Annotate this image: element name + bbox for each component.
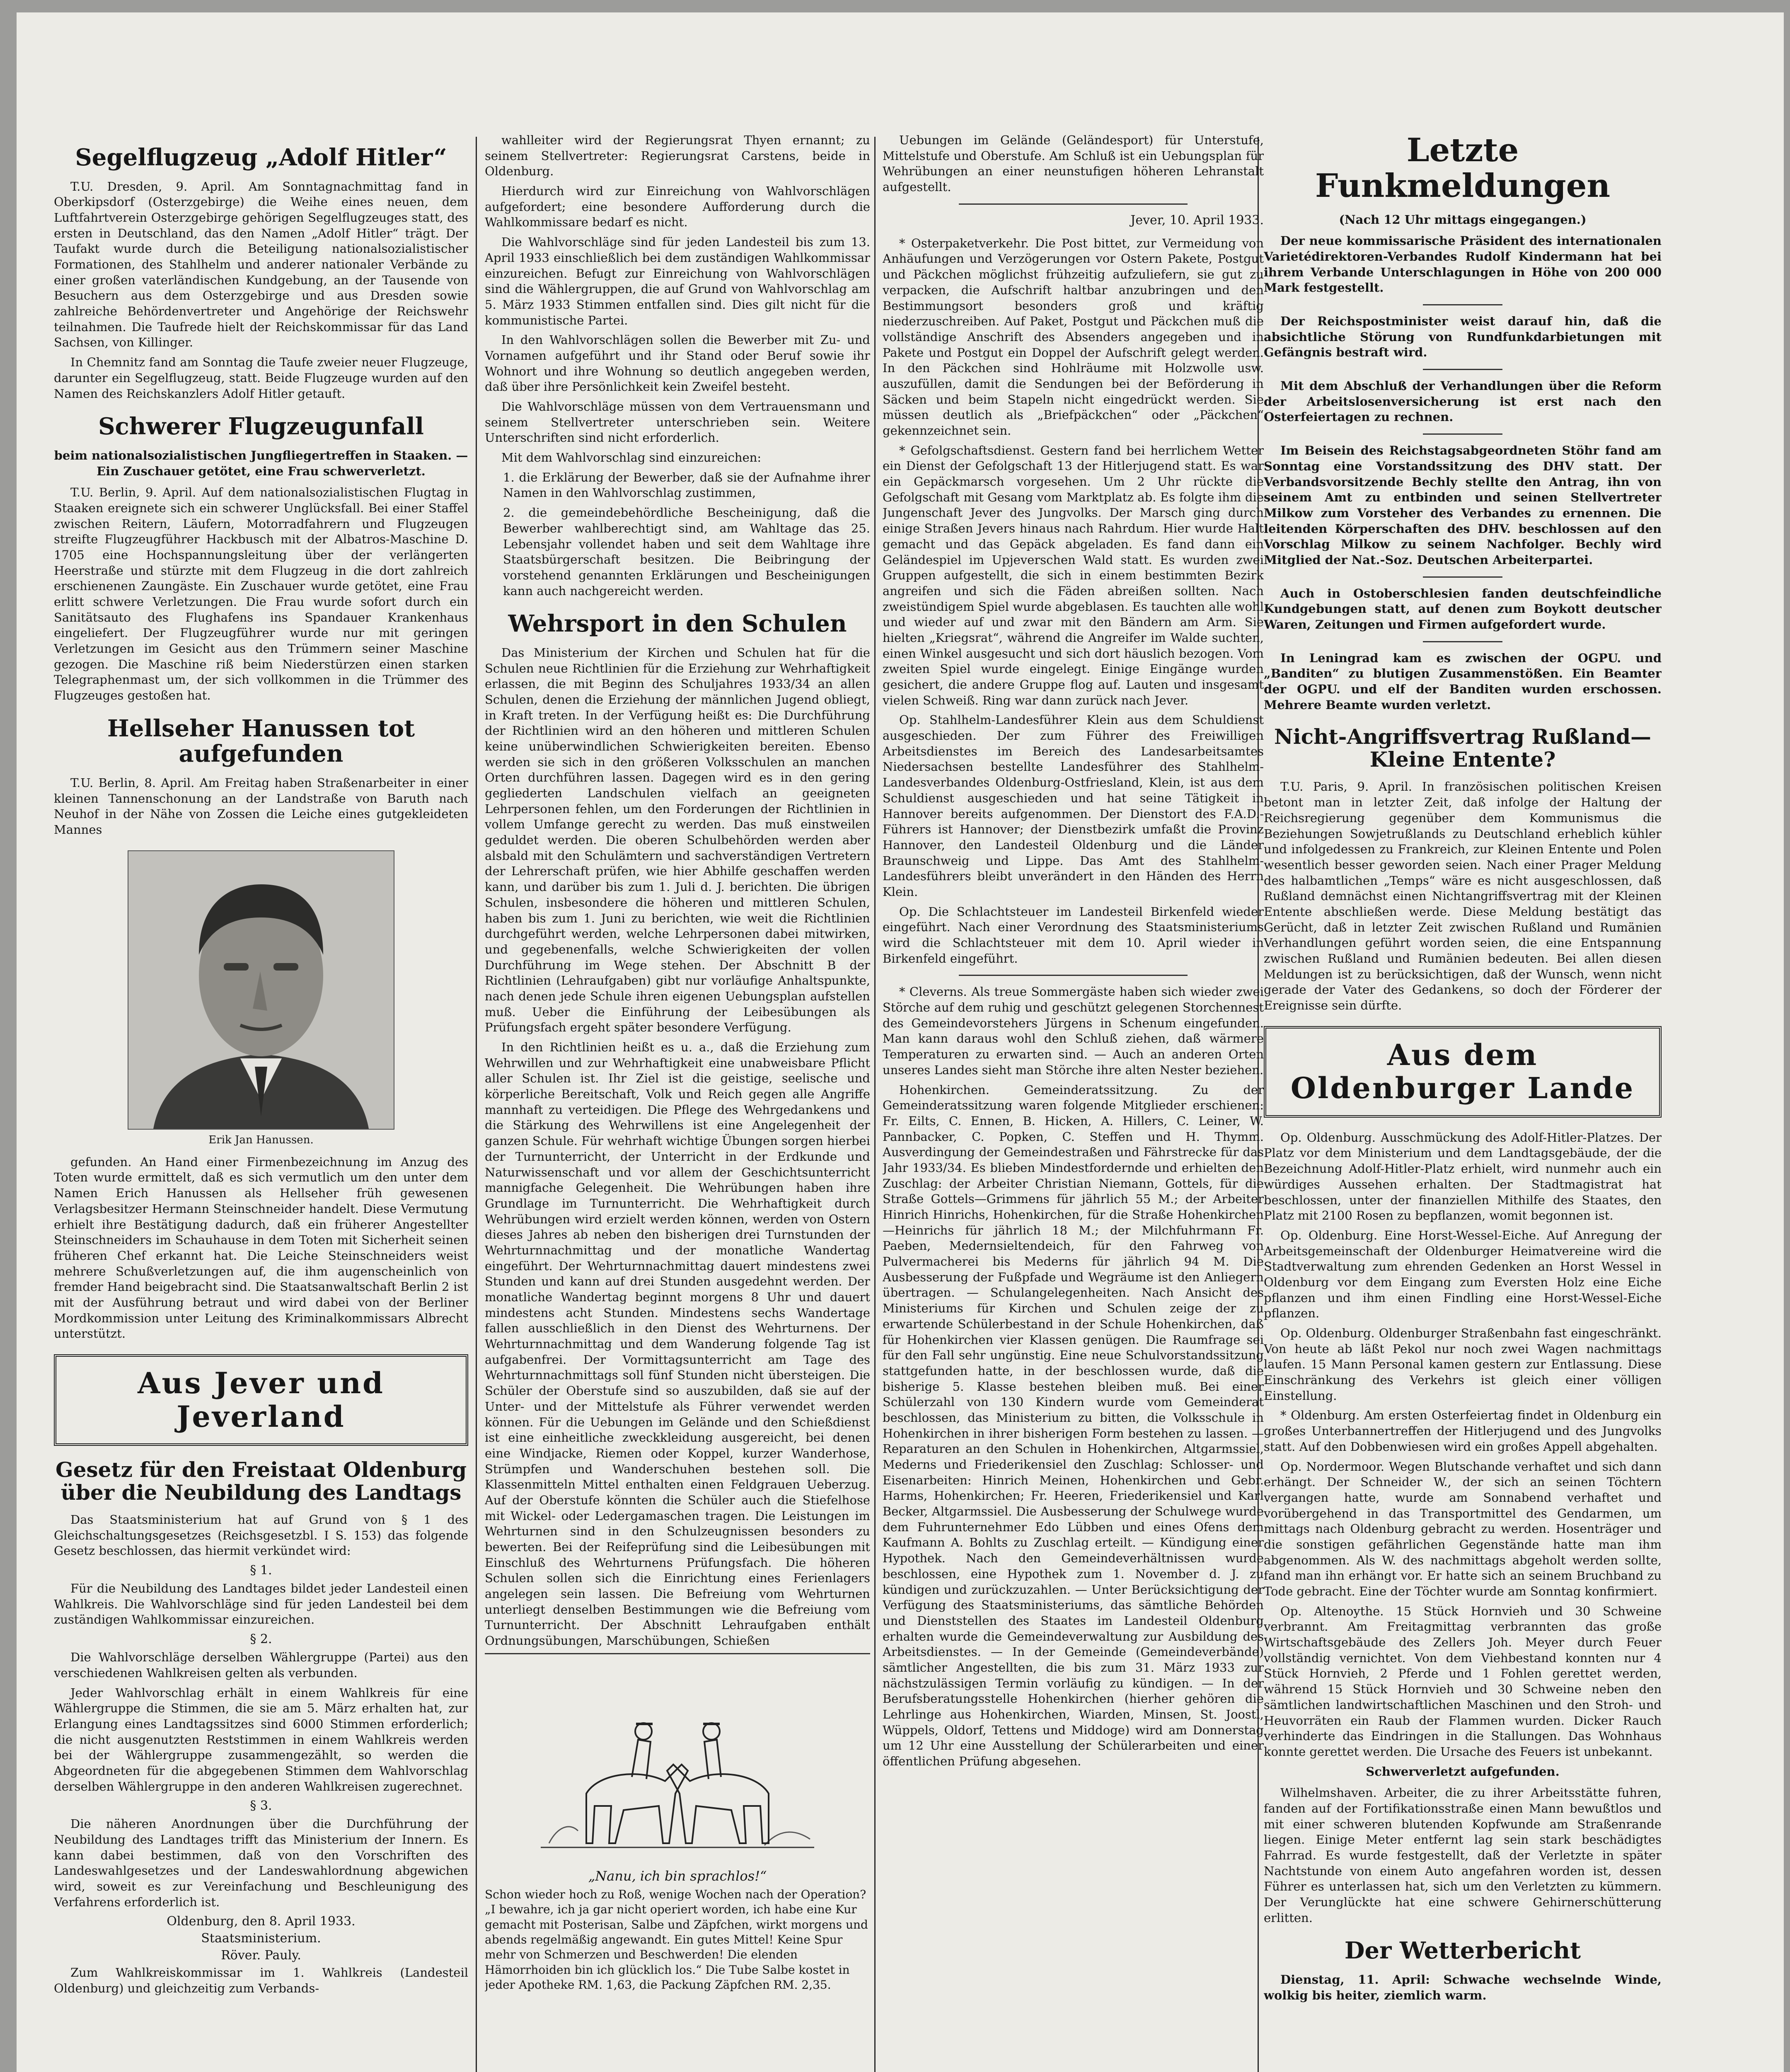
news-item: Hohenkirchen. Gemeinderatssitzung. Zu der Gemeinderatssitzung waren folgende Mitglieder erschienen: Fr. Eilts, C. Ennen, B. Hicken, A. Hillers, C. Leiner, W. Pannbacker, C. Popken, C. Steffen und H. Thymm. Ausverdingung der Gemeindestraßen und Fährstrecke für das Jahr 1933/34. Es blieben Mindestfordernde und erhielten den Zuschlag: der Arbeiter Christian Niemann, Gottels, für die Straße Gottels—Grimmens für jährlich 55 M.; der Arbeiter Hinrich Hinrichs, Hohenkirchen, für die Straße Hohenkirchen—Heinrichs für jährlich 18 M.; der Milchfuhrmann Fr. Paeben, Medernsieltendeich, für den Fahrweg von Pulvermacherei bis Mederns für jährlich 94 M. Die Ausbesserung der Fußpfade und Wegräume ist den Anliegern übertragen. — Schulangelegenheiten. Nach Ansicht des Ministeriums für Kirchen und Schulen zeige der zu erwartende Schülerbestand in der Schule Hohenkirchen, daß für Hohenkirchen vier Klassen genügen. Die Raumfrage sei für den Fall sehr ungünstig. Eine neue Schulvorstandssitzung stattgefunden hatte, in der beschlossen wurde, daß die bisherige 5. Klasse bestehen bleiben muß. Bei einer Schülerzahl von 130 Kindern wurde vom Gemeinderat beschlossen, das Ministerium zu bitten, die Volksschule in Hohenkirchen in ihrer bisherigen Form bestehen zu lassen. — Reparaturen an den Schulen in Hohenkirchen, Altgarmssiel, Mederns und Friederikensiel den Zuschlag: Schlosser- und Eisenarbeiten: Hinrich Meinen, Hohenkirchen und Gebr. Harms, Hohenkirchen; Fr. Heeren, Friederikensiel und Karl Becker, Altgarmssiel. Die Ausbesserung der Schulwege wurde dem Fuhrunternehmer Edo Lübben und eines Ofens dem Kaufmann A. Bohlts zu Zuschlag erteilt. — Kündigung einer Hypothek. Nach den Gemeindeverhältnissen wurde beschlossen, eine Hypothek zum 1. November d. J. zu kündigen und zurückzuzahlen. — Unter Berücksichtigung der Verfügung des Staatsministeriums, das sämtliche Behörden und Dienststellen des Staates im Landesteil Oldenburg erhalten wurde die Gemeindeverwaltung zur Ausbildung des Arbeitsdienstes. — In der Gemeinde (Gemeindeverbände) sämtlicher Angestellten, die bis zum 31. März 1933 zur nächstzulässigen Termin vorläufig zu kündigen. — In der Berufsberatungsstelle Hohenkirchen (hierher gehören die Lehrlinge aus Hohenkirchen, Wiarden, Minsen, St. Joostl, Wüppels, Oldorf, Tettens und Middoge) wird am Donnerstag um 12 Uhr eine Ausstellung der Schülerarbeiten und einer öffentlichen Prüfung abgesehen. xyxy=(883,1082,1264,1769)
column-rule xyxy=(874,137,876,2072)
news-item: * Oldenburg. Am ersten Osterfeiertag findet in Oldenburg ein großes Unterbannertreffen der Hitlerjugend und des Jungvolks statt. Auf den Dobbenwiesen wird ein großes Appell abgehalten. xyxy=(1264,1408,1662,1454)
article-paragraph: In Chemnitz fand am Sonntag die Taufe zweier neuer Flugzeuge, darunter ein Segelflugzeug, statt. Beide Flugzeuge wurden auf den Namen des Reichskanzlers Adolf Hitler getauft. xyxy=(54,355,468,401)
article-paragraph: T.U. Berlin, 9. April. Auf dem nationalsozialistischen Flugtag in Staaken ereignete sich ein schwerer Unglücksfall. Bei einer Staffel zwischen Reitern, Läufern, Motorradfahrern und Flugzeugen streifte Flugzeugführer Hackbusch mit der Albatros-Maschine D. 1705 eine Hochspannungsleitung über der verlängerten Heerstraße und stürzte mit dem Flugzeug in die dort zahlreich erschienenen Zaungäste. Ein Zuschauer wurde getötet, eine Frau erlitt schwere Verletzungen. Die Frau wurde sofort durch ein Sanitätsauto des Flughafens ins Spandauer Krankenhaus eingeliefert. Der Flugzeugführer wurde nur mit geringen Verletzungen im Gesicht aus den Trümmern seiner Maschine gezogen. Die Maschine riß beim Niederstürzen einen starken Telegraphenmast um, der sich vollkommen in die Trümmer des Flugzeuges gestoßen hat. xyxy=(54,485,468,703)
headline-segelflugzeug: Segelflugzeug „Adolf Hitler“ xyxy=(75,144,447,171)
list-item: 1. die Erklärung der Bewerber, daß sie der Aufnahme ihrer Namen in den Wahlvorschlag zustimmen, xyxy=(503,470,870,500)
divider xyxy=(1423,641,1502,642)
requirements-list xyxy=(485,470,870,599)
article-paragraph: Die näheren Anordnungen über die Durchführung der Neubildung des Landtages trifft das Ministerium der Innern. Es kann dabei bestimmen, daß von den Vorschriften des Landeswahlgesetzes und der Landeswahlordnung abgewichen wird, soweit es zur Vereinfachung und Beschleunigung des Verfahrens erforderlich ist. xyxy=(54,1817,468,1909)
signature-names: Röver. Pauly. xyxy=(221,1948,301,1963)
portrait-illustration xyxy=(128,851,394,1129)
list-item: 2. die gemeindebehördliche Bescheinigung, daß die Bewerber wahlberechtigt sind, am Wahltage das 25. Lebensjahr vollendet haben und seit dem Wahltage ihre Staatsbürgerschaft besitzen. Die Beibringung der vorstehend genannten Erklärungen und Bescheinigungen kann auch nachgereicht werden. xyxy=(503,506,870,598)
article-paragraph: Zum Wahlkreiskommissar im 1. Wahlkreis (Landesteil Oldenburg) und gleichzeitig zum Verbands- xyxy=(54,1965,468,1996)
column-3 xyxy=(883,133,1264,2072)
article-paragraph: Für die Neubildung des Landtages bildet jeder Landesteil einen Wahlkreis. Die Wahlvorschläge sind für jeden Landesteil bei dem zuständigen Wahlkommissar einzureichen. xyxy=(54,1581,468,1627)
advertisement-posterisan xyxy=(485,1653,870,1993)
news-item: Op. Oldenburg. Eine Horst-Wessel-Eiche. Auf Anregung der Arbeitsgemeinschaft der Oldenburger Heimatvereine wird die Stadtverwaltung zum ehrenden Gedenken an Horst Wessel in Oldenburg vor dem Eingang zum Eversten Holz eine Eiche pflanzen und ihm einen Findling eine Horst-Wessel-Eiche pflanzen. xyxy=(1264,1228,1662,1321)
column-rule xyxy=(476,137,477,2072)
divider xyxy=(1423,369,1502,370)
news-item: Op. Nordermoor. Wegen Blutschande verhaftet und sich dann erhängt. Der Schneider W., der sich an seinen Töchtern vergangen hatte, wurde am Sonnabend verhaftet und vorübergehend in das Transportmittel des Gendarmen, um mittags nach Oldenburg gebracht zu werden. Hosenträger und die sonstigen gefährlichen Gegenstände hatte man ihm abgenommen. Als W. des nachmittags abgeholt werden sollte, fand man ihn erhängt vor. Er hatte sich an seinem Bruchband zu Tode gebracht. Eine der Töchter wurde am Sonntag konfirmiert. xyxy=(1264,1459,1662,1599)
headline-nichtangriffsvertrag: Nicht-Angriffsvertrag Rußland—Kleine Entente? xyxy=(1274,724,1651,772)
news-item: In Leningrad kam es zwischen der OGPU. und „Banditen“ zu blutigen Zusammenstößen. Ein Beamter der OGPU. und elf der Banditen wurden erschossen. Mehrere Beamte wurden verletzt. xyxy=(1264,651,1662,712)
headline-gesetz: Gesetz für den Freistaat Oldenburg über die Neubildung des Landtags xyxy=(55,1457,467,1505)
newspaper-page xyxy=(17,12,1784,2072)
article-paragraph: Die Wahlvorschläge müssen von dem Vertrauensmann und seinem Stellvertreter unterschrieben sein. Weitere Unterschriften sind nicht erforderlich. xyxy=(485,399,870,445)
article-paragraph: T.U. Dresden, 9. April. Am Sonntagnachmittag fand in Oberkipsdorf (Osterzgebirge) die Weihe eines neuen, dem Luftfahrtverein Osterzgebirge gehörigen Segelflugzeuges statt, des ersten in Deutschland, das den Namen „Adolf Hitler“ trägt. Der Taufakt wurde durch die Beteiligung nationalsozialistischer Formationen, des Stahlhelm und anderer nationaler Verbände zu einer großen vaterländischen Kundgebung, an der Tausende von Besuchern aus dem Osterzgebirge und aus Dresden sowie zahlreiche Behördenvertreter und Angehörige der Reichswehr teilnahmen. Die Taufrede hielt der Reichskommissar für das Land Sachsen, von Killinger. xyxy=(54,179,468,350)
article-paragraph: Hierdurch wird zur Einreichung von Wahlvorschlägen aufgefordert; eine besondere Aufforderung durch die Wahlkommissare bedarf es nicht. xyxy=(485,184,870,230)
dateline: Oldenburg, den 8. April 1933. xyxy=(167,1914,356,1929)
headline-wehrsport: Wehrsport in den Schulen xyxy=(508,610,847,638)
section-banner-jever: Aus Jever und Jeverland xyxy=(54,1354,468,1446)
article-paragraph: Mit dem Wahlvorschlag sind einzureichen: xyxy=(501,450,762,465)
news-item: * Cleverns. Als treue Sommergäste haben sich wieder zwei Störche auf dem ruhig und geschützt gelegenen Storchennest des Gemeindevorstehers Jürgens in Schenum eingefunden. Man kann daraus wohl den Schluß ziehen, daß wärmere Temperaturen zu erwarten sind. — Auch an anderen Orten unseres Landes sieht man Störche ihre alten Nester beziehen. xyxy=(883,985,1264,1077)
divider xyxy=(1423,304,1502,305)
news-item: Op. Altenoythe. 15 Stück Hornvieh und 30 Schweine verbrannt. Am Freitagmittag verbrannten das große Wirtschaftsgebäude des Zellers Joh. Meyer durch Feuer vollständig vernichtet. Von dem Viehbestand konnten nur 4 Stück Hornvieh, 2 Pferde und 1 Fohlen gerettet werden, während 15 Stück Hornvieh und 30 Schweine neben den sämtlichen landwirtschaftlichen Maschinen und den Stroh- und Heuvorräten ein Raub der Flammen wurden. Dicker Rauch verhinderte das Eindringen in die Stallungen. Das Wohnhaus konnte gerettet werden. Die Ursache des Feuers ist unbekannt. xyxy=(1264,1604,1662,1759)
column-1 xyxy=(54,133,468,2072)
article-paragraph: T.U. Paris, 9. April. In französischen politischen Kreisen betont man in letzter Zeit, daß infolge der Haltung der Reichsregierung gegenüber dem Kommunismus die Beziehungen Sowjetrußlands zu Deutschland erheblich kühler und infolgedessen zu Frankreich, zur Kleinen Entente und Polen wesentlich besser geworden seien. Nach einer Prager Meldung des halbamtlichen „Temps“ wäre es nicht ausgeschlossen, daß Rußland demnächst einen Nichtangriffsvertrag mit der Kleinen Entente abschließen werde. Diese Meldung bestätigt das Gerücht, daß in letzter Zeit zwischen Rußland und Rumänien Verhandlungen geführt worden seien, die eine Entspannung zwischen Rußland und Rumänien bedeuten. Bei allen diesen Meldungen ist zu berücksichtigen, daß der Wunsch, wenn nicht gerade der Vater des Gedankens, so doch der Förderer der Ereignisse sein dürfte. xyxy=(1264,779,1662,1013)
article-paragraph: gefunden. An Hand einer Firmenbezeichnung im Anzug des Toten wurde ermittelt, daß es sich vermutlich um den unter dem Namen Erich Hanussen als Hellseher früh gewesenen Verlagsbesitzer Hermann Steinschneider handelt. Diese Vermutung erhielt ihre Bestätigung dadurch, daß ein früherer Angestellter Steinschneiders im Schauhause in dem Toten mit Sicherheit seinen früheren Chef erkannt hat. Die Leiche Steinschneiders weist mehrere Schußverletzungen auf, die ihm augenscheinlich von fremder Hand beigebracht sind. Die Staatsanwaltschaft Berlin 2 ist mit der Ausführung betraut und wird dabei von der Berliner Mordkommission unter Leitung des Kriminalkommissars Albrecht unterstützt. xyxy=(54,1155,468,1341)
divider xyxy=(959,203,1188,205)
subheadline-schwerverletzt: Schwerverletzt aufgefunden. xyxy=(1366,1764,1560,1779)
news-item: Mit dem Abschluß der Verhandlungen über die Reform der Arbeitslosenversicherung ist erst nach den Osterfeiertagen zu rechnen. xyxy=(1264,379,1662,424)
divider xyxy=(1423,576,1502,578)
photo-caption: Erik Jan Hanussen. xyxy=(208,1133,314,1146)
article-paragraph: In den Richtlinien heißt es u. a., daß die Erziehung zum Wehrwillen und zur Wehrhaftigkeit eine unabweisbare Pflicht aller Schulen ist. Ihr Ziel ist die geistige, seelische und körperliche Bereitschaft, Volk und Reich gegen alle Angriffe mannhaft zu verteidigen. Die Pflege des Wehrgedankens und die Stärkung des Wehrwillens ist eine Angelegenheit der ganzen Schule. Für wehrhaft wichtige Übungen sorgen hierbei der Turnunterricht, der Unterricht in der Erdkunde und Naturwissenschaft und vor allem der Geschichtsunterricht mannigfache Gelegenheit. Die Wehrübungen haben ihre Grundlage im Turnunterricht. Die Wehrhaftigkeit durch Wehrübungen wird erzielt werden können, werden von Ostern dieses Jahres ab neben den bisherigen drei Turnstunden der Wehrturnnachmittag und der monatliche Wandertag eingeführt. Der Wehrturnnachmittag dauert mindestens zwei Stunden und kann auf drei Stunden ausgedehnt werden. Der monatliche Wandertag beginnt morgens 8 Uhr und dauert mindestens acht Stunden. Mindestens sechs Wandertage fallen ausschließlich in den Dienst des Wehrturnens. Der Wehrturnnachmittag und dem Wanderung folgende Tag ist aufgabenfrei. Der Vormittagsunterricht am Tage des Wehrturnnachmittags soll fünf Stunden nicht übersteigen. Die Schüler der Oberstufe sind so auszubilden, daß sie auf der Unter- und der Mittelstufe als Führer verwendet werden können. Für die Uebungen im Gelände und den Schießdienst ist eine einheitliche zweckkleidung ausgereicht, bei denen eine Windjacke, Riemen oder Koppel, kurzer Wanderhose, Strümpfen und Wanderschuhen bestehen soll. Die Klassenmitteln Mittel enthalten einen Feldgrauen Ueberzug. Auf der Oberstufe könnten die Schüler auch die Stiefelhose mit Wickel- oder Ledergamaschen tragen. Die Leistungen im Wehrturnen sind in den Schulzeugnissen besonders zu bewerten. Bei der Reifeprüfung sind die Leibesübungen mit Einschluß des Wehrturnens Prüfungsfach. Die höheren Schulen sollen sich die Einrichtung eines Ferienlagers angelegen sein lassen. Die Befreiung vom Wehrturnen unterliegt denselben Bestimmungen wie die Befreiung vom Turnunterricht. Der Abschnitt Lehraufgaben enthält Ordnungsübungen, Marschübungen, Schießen xyxy=(485,1040,870,1648)
news-item: Der neue kommissarische Präsident des internationalen Varietédirektoren-Verbandes Rudolf Kindermann hat bei ihrem Verbande Unterschlagungen in Höhe von 200 000 Mark festgestellt. xyxy=(1264,234,1662,295)
article-paragraph: wahlleiter wird der Regierungsrat Thyen ernannt; zu seinem Stellvertreter: Regierungsrat Carstens, beide in Oldenburg. xyxy=(485,133,870,179)
news-item: Der Reichspostminister weist darauf hin, daß die absichtliche Störung von Rundfunkdarbietungen mit Gefängnis bestraft wird. xyxy=(1264,314,1662,360)
divider xyxy=(959,975,1188,976)
article-paragraph: In den Wahlvorschlägen sollen die Bewerber mit Zu- und Vornamen aufgeführt und ihr Stand oder Beruf sowie ihr Wohnort und ihre Wohnung so deutlich angegeben werden, daß über ihre Persönlichkeit kein Zweifel besteht. xyxy=(485,333,870,394)
column-2 xyxy=(485,133,870,2072)
news-item: * Osterpaketverkehr. Die Post bittet, zur Vermeidung von Anhäufungen und Verzögerungen vor Ostern Pakete, Postgut und Päckchen möglichst frühzeitig aufzuliefern, sie gut zu verpacken, die Aufschrift haltbar anzubringen und den Bestimmungsort besonders groß und kräftig niederzuschreiben. Auf Paket, Postgut und Päckchen muß die vollständige Anschrift des Absenders angegeben und in Pakete und Postgut ein Doppel der Aufschrift gelegt werden. In den Päckchen sind Hohlräume mit Holzwolle usw. auszufüllen, damit die Sendungen bei der Beförderung in Säcken und beim Stapeln nicht eingedrückt werden. Sie müssen deutlich als „Briefpäckchen“ oder „Päckchen“ gekennzeichnet sein. xyxy=(883,236,1264,438)
news-item: Wilhelmshaven. Arbeiter, die zu ihrer Arbeitsstätte fuhren, fanden auf der Fortifikationsstraße einen Mann bewußtlos und mit einer schweren blutenden Kopfwunde am Straßenrande liegen. Einige Meter entfernt lag sein stark beschädigtes Fahrrad. Es wurde festgestellt, daß der Verletzte in später Nachtstunde von einem Auto angefahren worden ist, dessen Führer es unterlassen hat, sich um den Verletzten zu kümmern. Der Verunglückte hat eine schwere Gehirnerschütterung erlitten. xyxy=(1264,1786,1662,1925)
article-paragraph: Das Staatsministerium hat auf Grund von § 1 des Gleichschaltungsgesetzes (Reichsgesetzbl. I S. 153) das folgende Gesetz beschlossen, das hiermit verkündet wird: xyxy=(54,1513,468,1558)
subheadline-funkmeldungen: (Nach 12 Uhr mittags eingegangen.) xyxy=(1339,212,1587,227)
news-item: Op. Oldenburg. Oldenburger Straßenbahn fast eingeschränkt. Von heute ab läßt Pekol nur noch zwei Wagen nachmittags laufen. 15 Mann Personal kamen gestern zur Entlassung. Diese Einschränkung des Verkehrs ist gleich einer völligen Einstellung. xyxy=(1264,1326,1662,1403)
article-paragraph: Die Wahlvorschläge sind für jeden Landesteil bis zum 13. April 1933 einschließlich bei dem zuständigen Wahlkommissar einzureichen. Befugt zur Einreichung von Wahlvorschlägen sind die Wählergruppen, die auf Grund von Wahlvorschlag am 5. März 1933 Stimmen entfallen sind. Dies gilt nicht für die kommunistische Partei. xyxy=(485,235,870,327)
news-item: Op. Die Schlachtsteuer im Landesteil Birkenfeld wieder eingeführt. Nach einer Verordnung des Staatsministeriums wird die Schlachtsteuer mit dem 10. April wieder in Birkenfeld eingeführt. xyxy=(883,904,1264,966)
paragraph-marker: § 2. xyxy=(250,1632,272,1647)
weather-report: Dienstag, 11. April: Schwache wechselnde Winde, wolkig bis heiter, ziemlich warm. xyxy=(1264,1973,1662,2002)
article-paragraph: Das Ministerium der Kirchen und Schulen hat für die Schulen neue Richtlinien für die Erziehung zur Wehrhaftigkeit erlassen, die mit Beginn des Schuljahres 1933/34 an allen Schulen, denen die Erziehung der männlichen Jugend obliegt, in Kraft treten. In der Verfügung heißt es: Die Durchführung der Richtlinien wird an den höheren und mittleren Schulen keine unüberwindlichen Schwierigkeiten bereiten. Ebenso werden sie sich in den größeren Volksschulen an manchen Orten durchführen lassen. Dagegen wird es in den gering gegliederten Landschulen vielfach an geeigneten Lehrpersonen fehlen, um den Forderungen der Richtlinien in vollem Umfange gerecht zu werden. Das muß einstweilen geduldet werden. Die oberen Schulbehörden werden aber alsbald mit den Schulämtern und sachverständigen Vertretern der Lehrerschaft prüfen, wie hier Abhilfe geschaffen werden kann, und darüber bis zum 1. Juli d. J. berichten. Die übrigen Schulen, insbesondere die höheren und mittleren Schulen, haben bis zum 1. Juni zu berichten, wie weit die Richtlinien durchgeführt werden, welche Lehrpersonen dabei mitwirken, und gegebenenfalls, welche Schwierigkeiten der vollen Durchführung im Wege stehen. Der Abschnitt B der Richtlinien (Lehraufgaben) gibt nur vorläufige Anhaltspunkte, nach denen jede Schule ihren eigenen Uebungsplan aufstellen muß. Ueber die Einführung der Leibesübungen als Prüfungsfach ergeht später besondere Verfügung. xyxy=(485,645,870,1035)
riders-illustration xyxy=(532,1669,822,1864)
signature-ministry: Staatsministerium. xyxy=(201,1931,321,1946)
cartoon-caption: „Nanu, ich bin sprachlos!“ xyxy=(588,1868,767,1884)
advertisement-text: Schon wieder hoch zu Roß, wenige Wochen nach der Operation? „I bewahre, ich ja gar nicht operiert worden, ich habe eine Kur gemacht mit Posterisan, Salbe und Zäpfchen, wirkt morgens und abends regelmäßig angewandt. Ein gutes Mittel! Keine Spur mehr von Schmerzen und Beschwerden! Die elenden Hämorrhoiden bin ich glücklich los.“ Die Tube Salbe kostet in jeder Apotheke RM. 1,63, die Packung Zäpfchen RM. 2,35. xyxy=(485,1887,868,1992)
news-item: * Gefolgschaftsdienst. Gestern fand bei herrlichem Wetter ein Dienst der Gefolgschaft 13 der Hitlerjugend statt. Es war ein Gepäckmarsch vorgesehen. Um 2 Uhr rückte die Gefolgschaft mit Gesang vom Marktplatz ab. Es folgte ihm die Jungenschaft Jever des Jungvolks. Der Marsch ging durch einige Straßen Jevers hinaus nach Rahrdum. Hier wurde Halt gemacht und das Gepäck abgeladen. Es fand dann ein Geländespiel im Upjeverschen Wald statt. Es wurden zwei Gruppen aufgestellt, die sich in einem bestimmten Bezirk angreifen und sich die Fäden abreißen sollten. Nach zweistündigem Spiel wurde abgeblasen. Es tauchten alle wohl und wieder auf und zwar mit den Bändern am Arm. Sie hielten „Kriegsrat“, während die Angreifer im Walde suchten, einen Winkel ausgesucht und sich dort häuslich bezogen. Vom zweiten Spiel wurde eingelegt. Einige Eingänge wurden gesichert, die andere Gruppe flog auf. Lauten und insgesamt vielen Schweiß. Ring war dann zurück nach Jever. xyxy=(883,443,1264,707)
subheadline-flugzeugunfall: beim nationalsozialistischen Jungfliegertreffen in Staaken. — Ein Zuschauer getötet, eine Frau schwerverletzt. xyxy=(54,448,468,478)
cartoon-horse-riders xyxy=(532,1669,822,1864)
paragraph-marker: § 1. xyxy=(250,1563,272,1578)
paragraph-marker: § 3. xyxy=(250,1798,272,1813)
section-banner-oldenburg: Aus dem Oldenburger Lande xyxy=(1264,1026,1662,1118)
divider xyxy=(1423,433,1502,435)
dateline-jever: Jever, 10. April 1933. xyxy=(1130,213,1264,228)
news-item: Auch in Ostoberschlesien fanden deutschfeindliche Kundgebungen statt, auf denen zum Boykott deutscher Waren, Zeitungen und Firmen aufgefordert wurde. xyxy=(1264,586,1662,632)
headline-hanussen: Hellseher Hanussen tot aufgefunden xyxy=(107,714,415,768)
headline-wetterbericht: Der Wetterbericht xyxy=(1344,1937,1581,1965)
news-item: Op. Stahlhelm-Landesführer Klein aus dem Schuldienst ausgeschieden. Der zum Führer des Freiwilligen Arbeitsdienstes im Bereich des Landesarbeitsamtes Niedersachsen bestellte Landesführer des Stahlhelm-Landesverbandes Oldenburg-Ostfriesland, Klein, ist aus dem Schuldienst ausgeschieden und hat seine Tätigkeit in Hannover bereits aufgenommen. Der Dienstort des F.A.D.-Führers ist Hannover; der Dienstbezirk umfaßt die Provinz Hannover, den Landesteil Oldenburg und die Länder Braunschweig und Lippe. Das Amt des Stahlhelm-Landesführers bleibt unverändert in den Händen des Herrn Klein. xyxy=(883,713,1264,899)
news-item: Op. Oldenburg. Ausschmückung des Adolf-Hitler-Platzes. Der Platz vor dem Ministerium und dem Landtagsgebäude, der die Bezeichnung Adolf-Hitler-Platz erhielt, wird nunmehr auch ein würdiges Aussehen erhalten. Der Stadtmagistrat hat beschlossen, unter der finanziellen Mithilfe des Staates, den Platz mit 2100 Rosen zu bepflanzen, womit begonnen ist. xyxy=(1264,1130,1662,1223)
article-paragraph: Uebungen im Gelände (Geländesport) für Unterstufe, Mittelstufe und Oberstufe. Am Schluß ist ein Uebungsplan für Wehrübungen an einer neunstufigen höheren Lehranstalt aufgestellt. xyxy=(883,133,1264,194)
news-item: Im Beisein des Reichstagsabgeordneten Stöhr fand am Sonntag eine Vorstandssitzung des DHV statt. Der Verbandsvorsitzende Bechly stellte den Antrag, ihn von seinem Amt zu entbinden und seinen Stellvertreter Milkow zum Vorsteher des Verbandes zu ernennen. Die leitenden Körperschaften des DHV. beschlossen auf den Vorschlag Milkow zu seinem Nachfolger. Bechly wird Mitglied der Nat.-Soz. Deutschen Arbeiterpartei. xyxy=(1264,443,1662,567)
headline-funkmeldungen: Letzte Funkmeldungen xyxy=(1315,133,1611,205)
article-paragraph: T.U. Berlin, 8. April. Am Freitag haben Straßenarbeiter in einer kleinen Tannenschonung an der Landstraße von Baruth nach Neuhof in der Nähe von Zossen die Leiche eines gutgekleideten Mannes xyxy=(54,776,468,837)
article-paragraph: Die Wahlvorschläge derselben Wählergruppe (Partei) aus den verschiedenen Wahlkreisen gelten als verbunden. xyxy=(54,1650,468,1680)
portrait-photo-hanussen xyxy=(128,850,394,1130)
article-paragraph: Jeder Wahlvorschlag erhält in einem Wahlkreis für eine Wählergruppe die Stimmen, die sie am 5. März erhalten hat, zur Erlangung eines Landtagssitzes sind 6000 Stimmen erforderlich; die nicht ausgenutzten Reststimmen in einem Wahlkreis werden bei der Wählergruppe zusammengezählt, so werden die Abgeordneten für die abgegebenen Stimmen dem Wahlvorschlag derselben Wählergruppe in den anderen Wahlkreisen zugerechnet. xyxy=(54,1685,468,1794)
headline-flugzeugunfall: Schwerer Flugzeugunfall xyxy=(98,413,424,441)
column-4 xyxy=(1264,133,1662,2072)
